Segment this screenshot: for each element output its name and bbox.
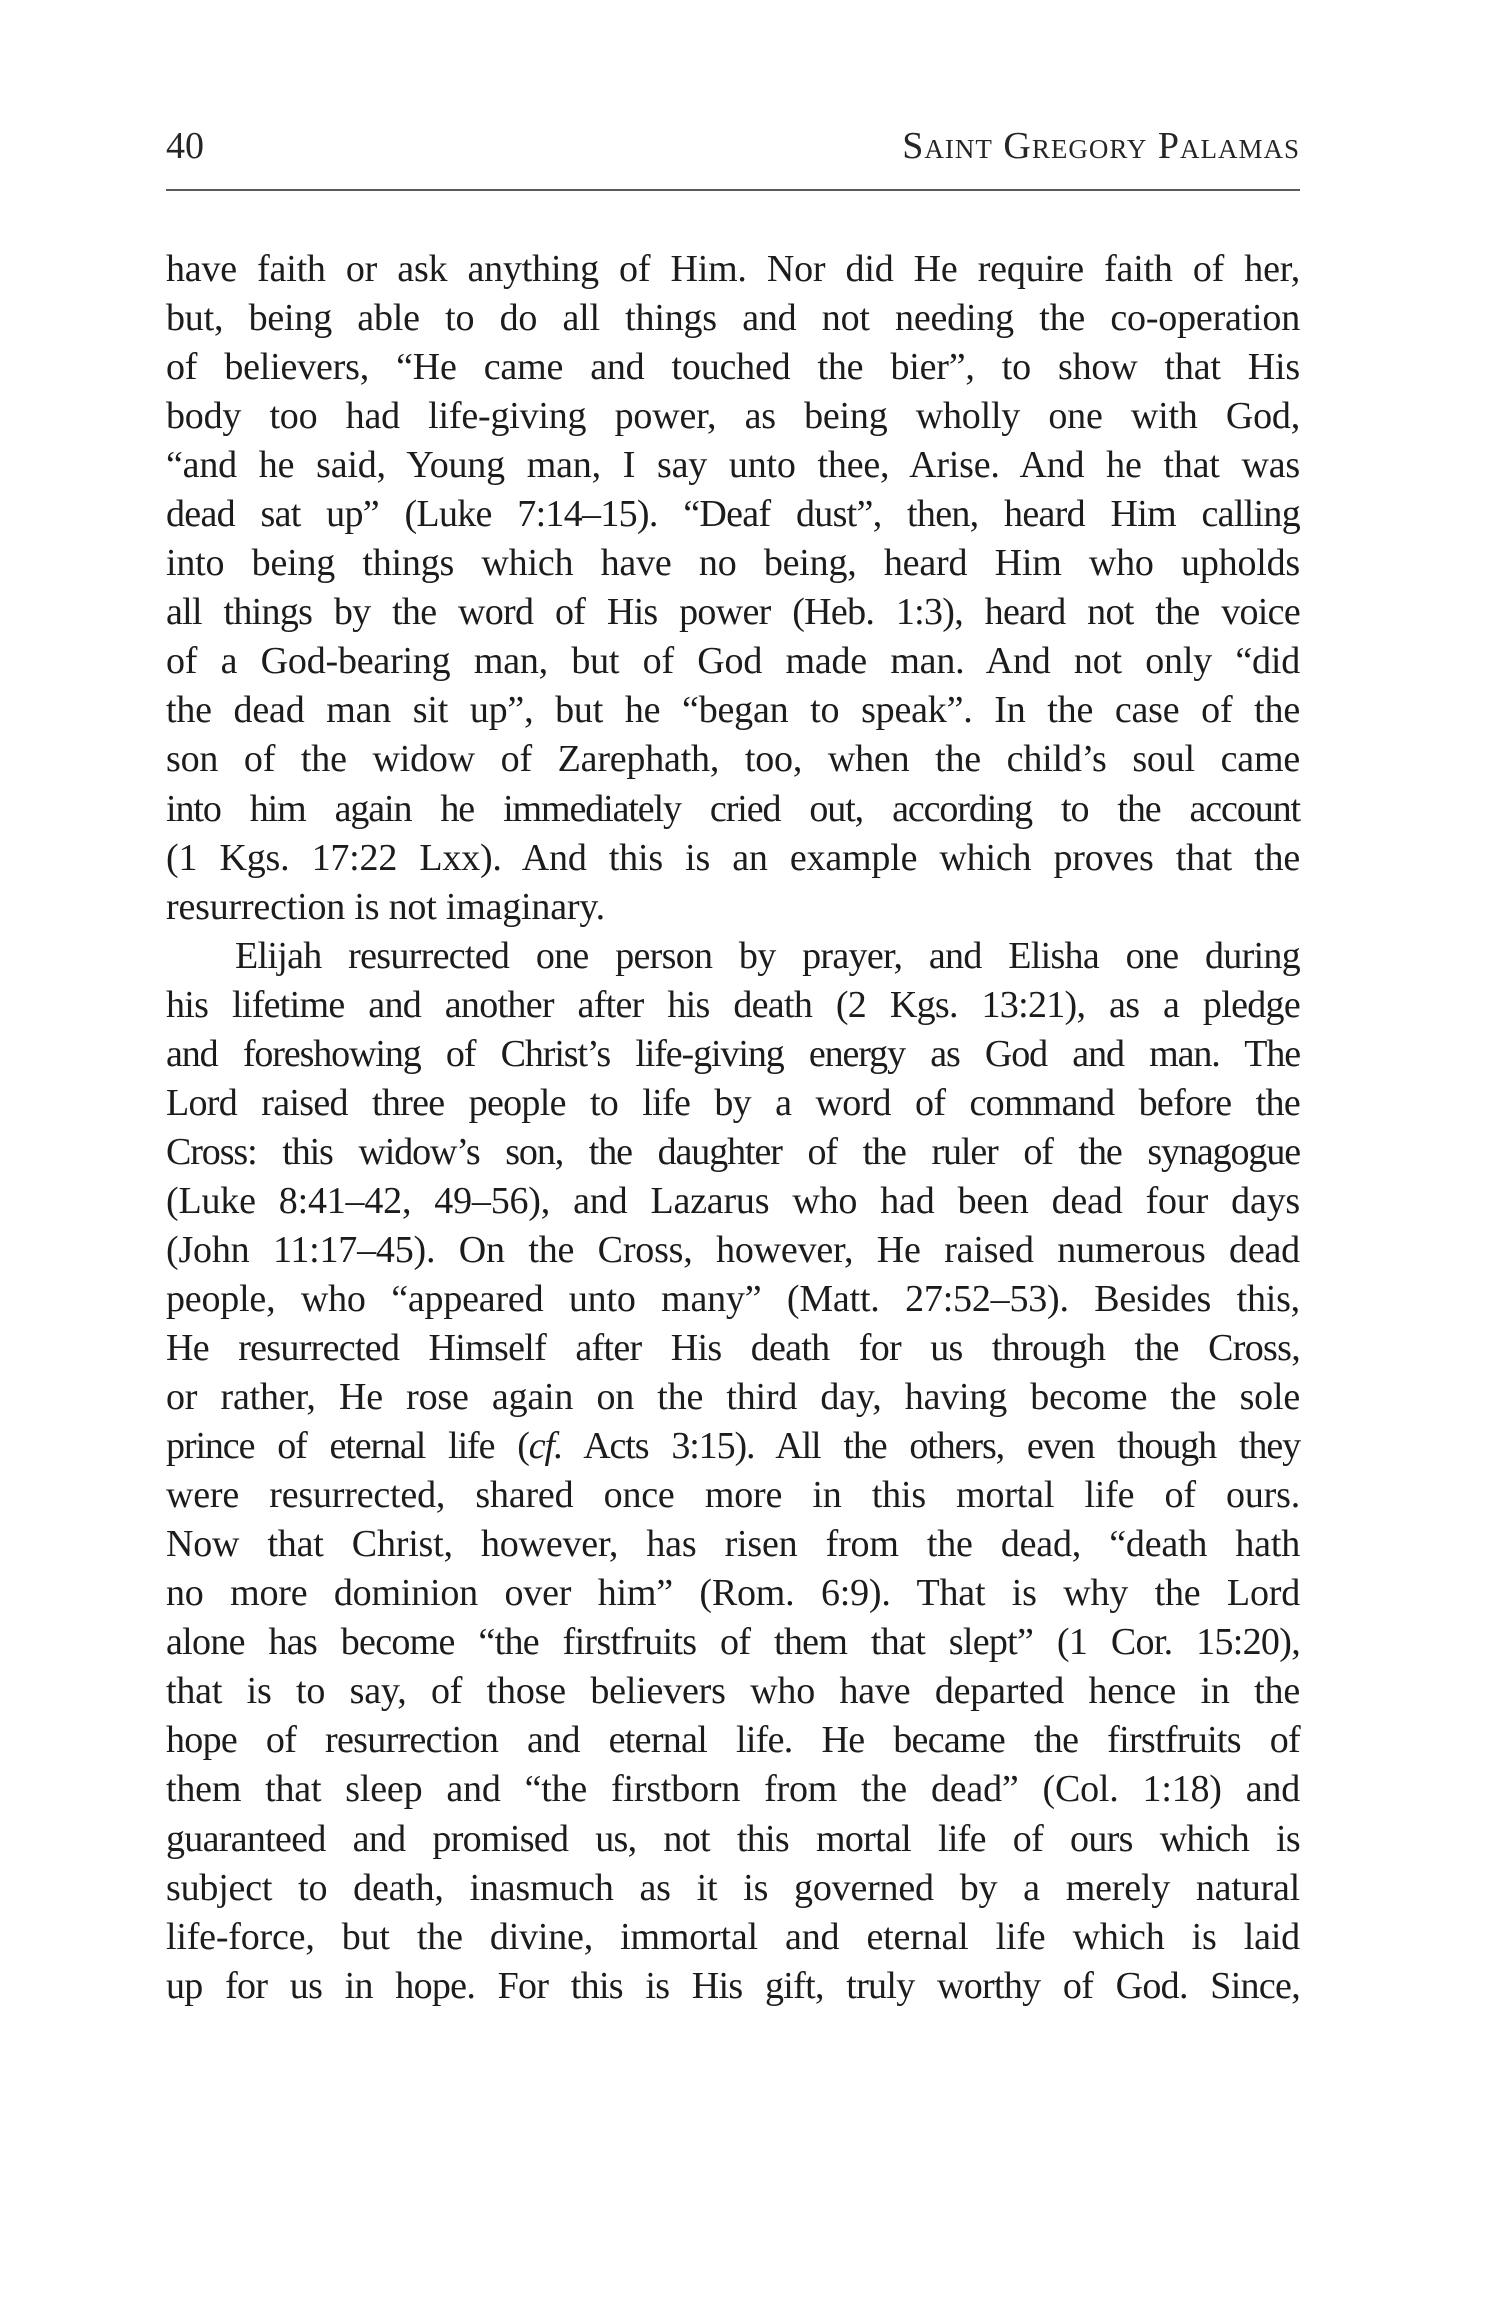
line-segment: prince of eternal life ( xyxy=(166,1425,529,1468)
body-text xyxy=(166,245,1300,2011)
text-line: have faith or ask anything of Him. Nor did He require faith of her, xyxy=(166,248,1300,290)
text-line: life-force, but the divine, immortal and eternal life which is laid xyxy=(166,1915,1300,1958)
text-line: of believers, “He came and touched the bier”, to show that His xyxy=(166,346,1300,389)
text-line: son of the widow of Zarephath, too, when the child’s soul came xyxy=(166,738,1300,781)
text-line: hope of resurrection and eternal life. He became the firstfruits of xyxy=(166,1719,1300,1762)
text-line: Lord raised three people to life by a word of command before the xyxy=(166,1081,1300,1124)
text-line: Elijah resurrected one person by prayer, and Elisha one during xyxy=(235,934,1300,977)
text-line: Now that Christ, however, has risen from the dead, “death hath xyxy=(166,1523,1300,1566)
text-line: alone has become “the firstfruits of them that slept” (1 Cor. 15:20), xyxy=(166,1621,1300,1664)
text-line: were resurrected, shared once more in this mortal life of ours. xyxy=(166,1474,1300,1517)
text-line: (1 Kgs. 17:22 Lxx). And this is an example which proves that the xyxy=(166,836,1300,879)
text-line: his lifetime and another after his death (2 Kgs. 13:21), as a pledge xyxy=(166,983,1300,1026)
text-line: people, who “appeared unto many” (Matt. 27:52–53). Besides this, xyxy=(166,1277,1300,1320)
header-rule xyxy=(166,189,1300,191)
text-line: but, being able to do all things and not needing the co-operation xyxy=(166,297,1300,340)
text-line: and foreshowing of Christ’s life-giving energy as God and man. The xyxy=(166,1032,1300,1075)
text-line: up for us in hope. For this is His gift, truly worthy of God. Since, xyxy=(166,1964,1300,2007)
text-line: guaranteed and promised us, not this mortal life of ours which is xyxy=(166,1817,1300,1860)
text-line: of a God-bearing man, but of God made man. And not only “did xyxy=(166,640,1300,683)
text-line: the dead man sit up”, but he “began to speak”. In the case of the xyxy=(166,689,1300,732)
text-line: (John 11:17–45). On the Cross, however, He raised numerous dead xyxy=(166,1228,1300,1271)
paragraph-2 xyxy=(166,932,1300,2011)
page-number: 40 xyxy=(166,125,204,167)
text-line: or rather, He rose again on the third day, having become the sole xyxy=(166,1376,1300,1419)
text-line: He resurrected Himself after His death for us through the Cross, xyxy=(166,1327,1300,1370)
text-line: subject to death, inasmuch as it is governed by a merely natural xyxy=(166,1866,1300,1909)
text-line: all things by the word of His power (Heb. 1:3), heard not the voice xyxy=(166,591,1300,634)
italic-abbreviation: cf. xyxy=(528,1425,563,1468)
text-line: no more dominion over him” (Rom. 6:9). That is why the Lord xyxy=(166,1572,1300,1615)
line-segment: Acts 3:15). All the others, even though they xyxy=(562,1425,1300,1468)
text-line: into him again he immediately cried out, according to the account xyxy=(166,787,1300,830)
text-line: Cross: this widow’s son, the daughter of the ruler of the synagogue xyxy=(166,1130,1300,1173)
text-line: body too had life-giving power, as being wholly one with God, xyxy=(166,395,1300,438)
text-line: into being things which have no being, heard Him who upholds xyxy=(166,542,1300,585)
running-title: Saint Gregory Palamas xyxy=(902,125,1300,167)
text-line: “and he said, Young man, I say unto thee, Arise. And he that was xyxy=(166,444,1300,487)
running-head xyxy=(166,122,1300,171)
text-line: that is to say, of those believers who have departed hence in the xyxy=(166,1670,1300,1713)
text-line: them that sleep and “the firstborn from the dead” (Col. 1:18) and xyxy=(166,1768,1300,1811)
text-line-with-italic xyxy=(166,1422,1300,1471)
text-line: resurrection is not imaginary. xyxy=(166,885,605,928)
paragraph-1 xyxy=(166,245,1300,932)
text-line: dead sat up” (Luke 7:14–15). “Deaf dust”, then, heard Him calling xyxy=(166,493,1300,536)
text-line: (Luke 8:41–42, 49–56), and Lazarus who had been dead four days xyxy=(166,1179,1300,1222)
